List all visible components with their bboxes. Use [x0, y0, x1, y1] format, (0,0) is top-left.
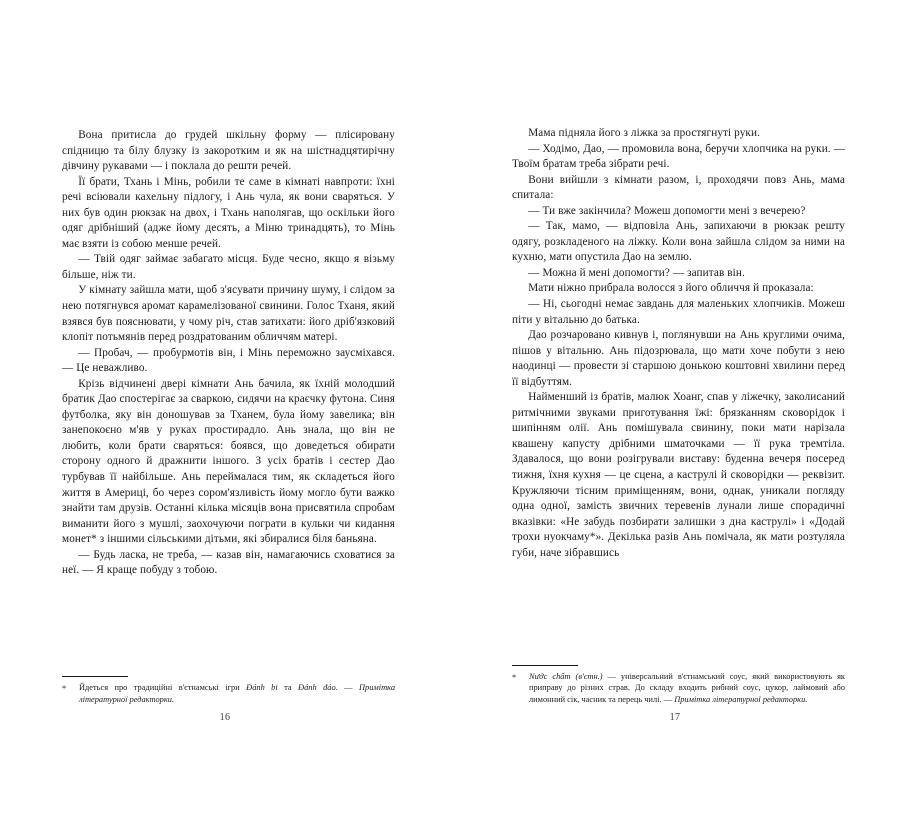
- paragraph: У кімнату зайшла мати, щоб з'ясувати причину шуму, і слідом за нею потягнувся аромат карамелізованої свинини. Голос Тханя, який взявся був пояснювати, у чому річ, став затихати: його дріб'язковий клопіт потьмянів перед роздратованим обличчям матері.: [62, 284, 395, 344]
- footnote-area-right: [512, 665, 845, 705]
- paragraph: — Будь ласка, не треба, — казав він, намагаючись сховатися за неї. — Я краще побуду з тобою.: [62, 548, 395, 577]
- folio-right: 17: [669, 712, 681, 723]
- paragraph: Її брати, Тхань і Мінь, робили те саме в кімнаті навпроти: їхні речі всіювали кахельну підлогу, і Ань чула, як вони сваряться. У них був один рюкзак на двох, і Тхань наполягав, що оскільки його одяг дрібніший (адже йому десять, а Міню тринадцять), то Мінь має взяти із собою менше речей.: [62, 175, 395, 250]
- paragraph: — Ходімо, Дао, — промовила вона, беручи хлопчика на руки. — Твоїм братам треба зібрати речі.: [512, 142, 845, 171]
- paragraph: — Пробач, — пробурмотів він, і Мінь переможно заусміхався. — Це неважливо.: [62, 346, 395, 375]
- footnote-text-after: . —: [335, 683, 359, 693]
- paragraph: Вони вийшли з кімнати разом, і, проходячи повз Ань, мама спитала:: [512, 173, 845, 202]
- footnote: [62, 682, 395, 705]
- paragraph: Крізь відчинені двері кімнати Ань бачила, як їхній молодший братик Дао спостерігає за сваркою, сидячи на краєчку футона. Синя футболка, яку він доношував за Тханем, була йому завелика; він занепокоєно м'яв у руках простирадло. Ань знала, що він не любить, коли брати сваряться: боявся, що доведеться обирати сторону одного й дражнити іншого. З усіх братів і сестер Дао турбував її найбільше. Ань переймалася тим, як складеться його життя в Америці, бо через сором'язливість йому могло бути важко знайти там друзів. Останні кілька місяців вона присвятила спробам виманити його з мушлі, заохочуючи пограти в кульки чи кидання монет* з іншими сільськими дітьми, які збиралися біля баньяна.: [62, 377, 395, 546]
- footnote: [512, 671, 845, 705]
- footnote-text-after: — універсальний в'єтнамський соус, який використовують як приправу до різних страв. До складу входить рибний соус, цукор, лаймовий або лимонний сік, часник та перець чилі. —: [529, 671, 845, 704]
- paragraph: Мати ніжно прибрала волосся з його обличчя й проказала:: [528, 282, 814, 295]
- paragraph: — Твій одяг займає забагато місця. Буде чесно, якщо я візьму більше, ніж ти.: [62, 253, 395, 281]
- footnote-marker: *: [62, 684, 67, 694]
- footnote-rule: [512, 665, 578, 666]
- paragraph: Дао розчаровано кивнув і, поглянувши на Ань круглими очима, пішов у вітальню. Ань підозрювала, що мати хоче побути з нею наодинці — провести зі старшою донькою коштовні хвилини перед її відбуттям.: [512, 329, 845, 388]
- footnote-text: [529, 671, 845, 705]
- paragraph: — Ти вже закінчила? Можеш допомогти мені з вечерею?: [528, 204, 806, 217]
- paragraph: Найменший із братів, малюк Хоанг, спав у ліжечку, заколисаний ритмічними звуками приготування їжі: брязканням сковорідок і шипінням олії. Ань помішувала свинину, поки мати нарізала квашену капусту дрібними шматочками — її рука тремтіла. Здавалося, що вони розігрували виставу: буденна вечеря посеред тижня, їхня кухня — це сцена, а каструлі й сковорідки — реквізит. Кружляючи тісним приміщенням, вони, однак, уникали погляду одна одної, замість звичних теревенів лунали лише спорадичні вказівки: «Не забудь позбирати залишки з дна каструлі» і «Додай трохи нуокчаму*». Декілька разів Ань помічала, як мати розтуляла губи, наче зібравшись: [512, 391, 845, 559]
- page-right: [450, 0, 900, 817]
- paragraph: Вона притисла до грудей шкільну форму — плісировану спідницю та білу блузку із закоротким и як на шістнадцятирічну дівчину рукавами — і поклала до решти речей.: [62, 129, 395, 173]
- footnote-text-before: Йдеться про традиційні в'єтнамські ігри: [79, 683, 247, 693]
- paragraph: — Так, мамо, — відповіла Ань, запихаючи в рюкзак решту одягу, розкладеного на ліжку. Коли вона зайшла слідом за ними на кухню, мати опустила Дао на землю.: [512, 220, 845, 264]
- page-right-body: [512, 126, 845, 561]
- footnote-term-1: Nước chấm: [529, 671, 571, 681]
- footnote-lang-tag: (в'єтн.): [570, 671, 603, 681]
- page-left-body: [62, 128, 395, 579]
- footnote-text: [79, 682, 395, 705]
- paragraph: — Ні, сьогодні немає завдань для маленьких хлопчиків. Можеш піти у вітальню до батька.: [512, 298, 845, 326]
- footnote-term-2: Đánh đáo: [298, 683, 336, 693]
- folio-left: 16: [219, 712, 231, 723]
- footnote-marker: *: [512, 672, 517, 682]
- footnote-rule: [62, 676, 128, 677]
- footnote-area-left: [62, 676, 395, 705]
- paragraph: — Можна й мені допомогти? — запитав він.: [528, 266, 745, 279]
- footnote-text-between: та: [277, 683, 299, 693]
- footnote-attribution: Примітка літературної редакторки.: [79, 683, 396, 704]
- footnote-term-1: Đánh bi: [246, 683, 278, 693]
- paragraph: Мама підняла його з ліжка за простягнуті руки.: [528, 127, 760, 139]
- footnote-attribution: Примітка літературної редакторки.: [674, 694, 808, 704]
